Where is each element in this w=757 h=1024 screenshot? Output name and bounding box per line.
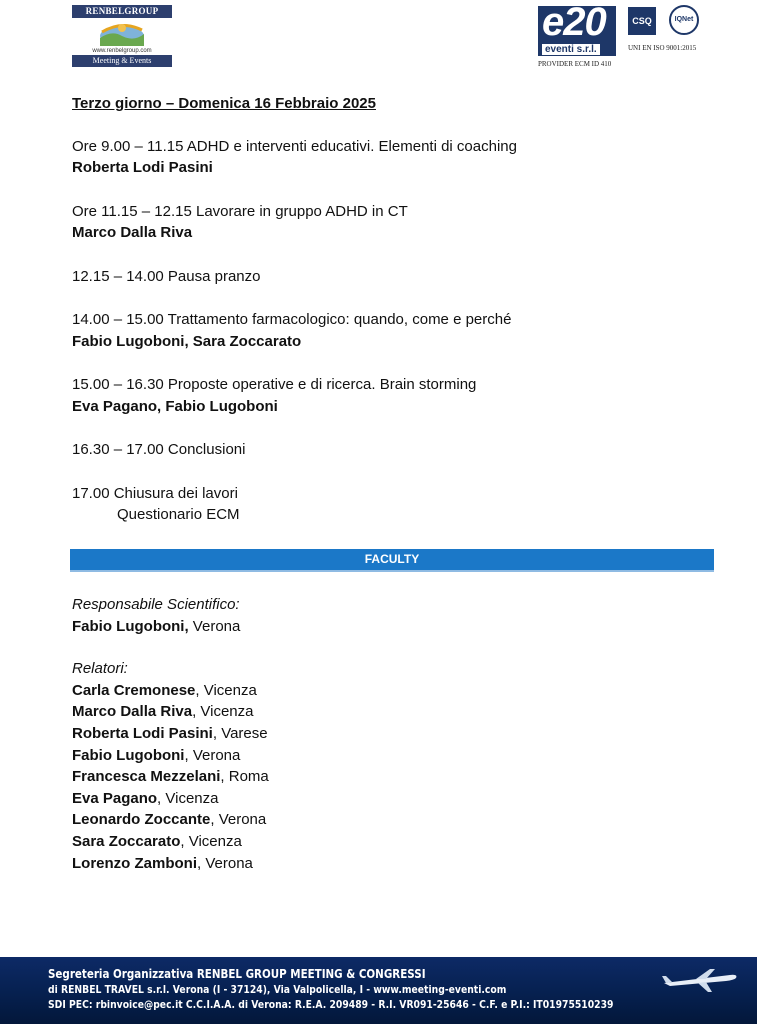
faculty-city: , Vicenza: [180, 832, 242, 850]
logo-site-text: www.renbelgroup.com: [92, 48, 152, 54]
faculty-city: , Vicenza: [195, 681, 257, 699]
faculty-name: Roberta Lodi Pasini: [72, 724, 213, 742]
footer-line-3: SDI PEC: rbinvoice@pec.it C.C.I.A.A. di Verona: R.E.A. 209489 - R.I. VR091-25646 - C.F. e P.I.: IT01975510239: [48, 999, 614, 1011]
closing-questionnaire: Questionario ECM: [117, 506, 240, 523]
closing-item: [72, 483, 712, 526]
faculty-list-item: [72, 809, 712, 831]
faculty-list-item: [72, 788, 712, 810]
iqnet-certification-icon: IQNet: [669, 5, 699, 35]
e20-eventi-logo-block: [538, 0, 708, 70]
faculty-city: , Vicenza: [192, 703, 254, 721]
faculty-name: Leonardo Zoccante: [72, 811, 211, 829]
session-item: [72, 136, 712, 179]
footer-line-2: di RENBEL TRAVEL s.r.l. Verona (I - 37124), Via Valpolicella, I - www.meeting-eventi.com: [48, 984, 507, 996]
session-time-title: 15.00 – 16.30 Proposte operative e di ricerca. Brain storming: [72, 376, 477, 393]
session-speaker: Marco Dalla Riva: [72, 224, 193, 241]
session-time-title: Ore 9.00 – 11.15 ADHD e interventi educativi. Elementi di coaching: [72, 137, 517, 155]
session-speaker: Fabio Lugoboni, Sara Zoccarato: [72, 332, 302, 350]
day-title: Terzo giorno – Domenica 16 Febbraio 2025: [72, 95, 376, 112]
faculty-name: Fabio Lugoboni: [72, 746, 185, 764]
session-item: [72, 439, 712, 461]
program-section: [72, 93, 712, 548]
session-speaker: Roberta Lodi Pasini: [72, 159, 213, 176]
faculty-name: Marco Dalla Riva: [72, 703, 193, 721]
faculty-city: Verona: [188, 617, 241, 635]
iso-certification-text: UNI EN ISO 9001:2015: [628, 44, 697, 52]
session-time-title: 16.30 – 17.00 Conclusioni: [72, 441, 246, 458]
logo-tagline: Meeting & Events: [72, 55, 172, 67]
relatori-label: Relatori:: [72, 660, 128, 678]
faculty-section: [72, 594, 712, 874]
session-item: [72, 201, 712, 244]
faculty-list-item: [72, 831, 712, 853]
faculty-heading: FACULTY: [70, 549, 714, 570]
session-item: [72, 309, 712, 352]
footer-line-1: Segreteria Organizzativa RENBEL GROUP MEETING & CONGRESSI: [48, 967, 426, 981]
csq-certification-icon: CSQ: [628, 7, 656, 35]
closing-line: 17.00 Chiusura dei lavori: [72, 484, 238, 502]
session-time-title: Ore 11.15 – 12.15 Lavorare in gruppo ADHD in CT: [72, 202, 408, 220]
airplane-icon: [660, 965, 740, 995]
session-item: [72, 374, 712, 417]
faculty-list-item: [72, 701, 712, 723]
session-speaker: Eva Pagano, Fabio Lugoboni: [72, 397, 278, 415]
session-time-title: 14.00 – 15.00 Trattamento farmacologico: quando, come e perché: [72, 311, 512, 328]
faculty-list-item: [72, 680, 712, 702]
faculty-city: , Verona: [197, 854, 253, 872]
faculty-city: , Vicenza: [157, 789, 219, 807]
faculty-list-item: [72, 723, 712, 745]
faculty-list-item: [72, 745, 712, 767]
faculty-name: Sara Zoccarato: [72, 832, 181, 850]
logo-brand-text: RENBELGROUP: [72, 5, 172, 18]
faculty-name: Francesca Mezzelani: [72, 768, 221, 786]
faculty-name: Eva Pagano: [72, 789, 158, 807]
e20-logo-text: e20: [542, 0, 606, 44]
faculty-city: , Varese: [212, 724, 268, 742]
responsabile-entry: [72, 616, 712, 638]
faculty-city: , Roma: [220, 768, 269, 786]
faculty-city: , Verona: [210, 811, 267, 829]
provider-ecm-text: PROVIDER ECM ID 410: [538, 60, 612, 68]
landscape-emblem-icon: [72, 18, 172, 48]
faculty-list-item: [72, 766, 712, 788]
renbel-group-logo: [72, 5, 172, 67]
e20-logo: [538, 0, 616, 56]
footer-banner: [0, 957, 757, 1024]
faculty-name: Lorenzo Zamboni: [72, 854, 197, 872]
faculty-name: Fabio Lugoboni,: [72, 617, 189, 635]
faculty-name: Carla Cremonese: [72, 681, 196, 699]
session-item: [72, 266, 712, 288]
responsabile-label: Responsabile Scientifico:: [72, 596, 240, 613]
faculty-list-item: [72, 853, 712, 875]
faculty-city: , Verona: [184, 746, 241, 764]
session-time-title: 12.15 – 14.00 Pausa pranzo: [72, 267, 261, 285]
e20-logo-subtext: eventi s.r.l.: [542, 44, 600, 55]
